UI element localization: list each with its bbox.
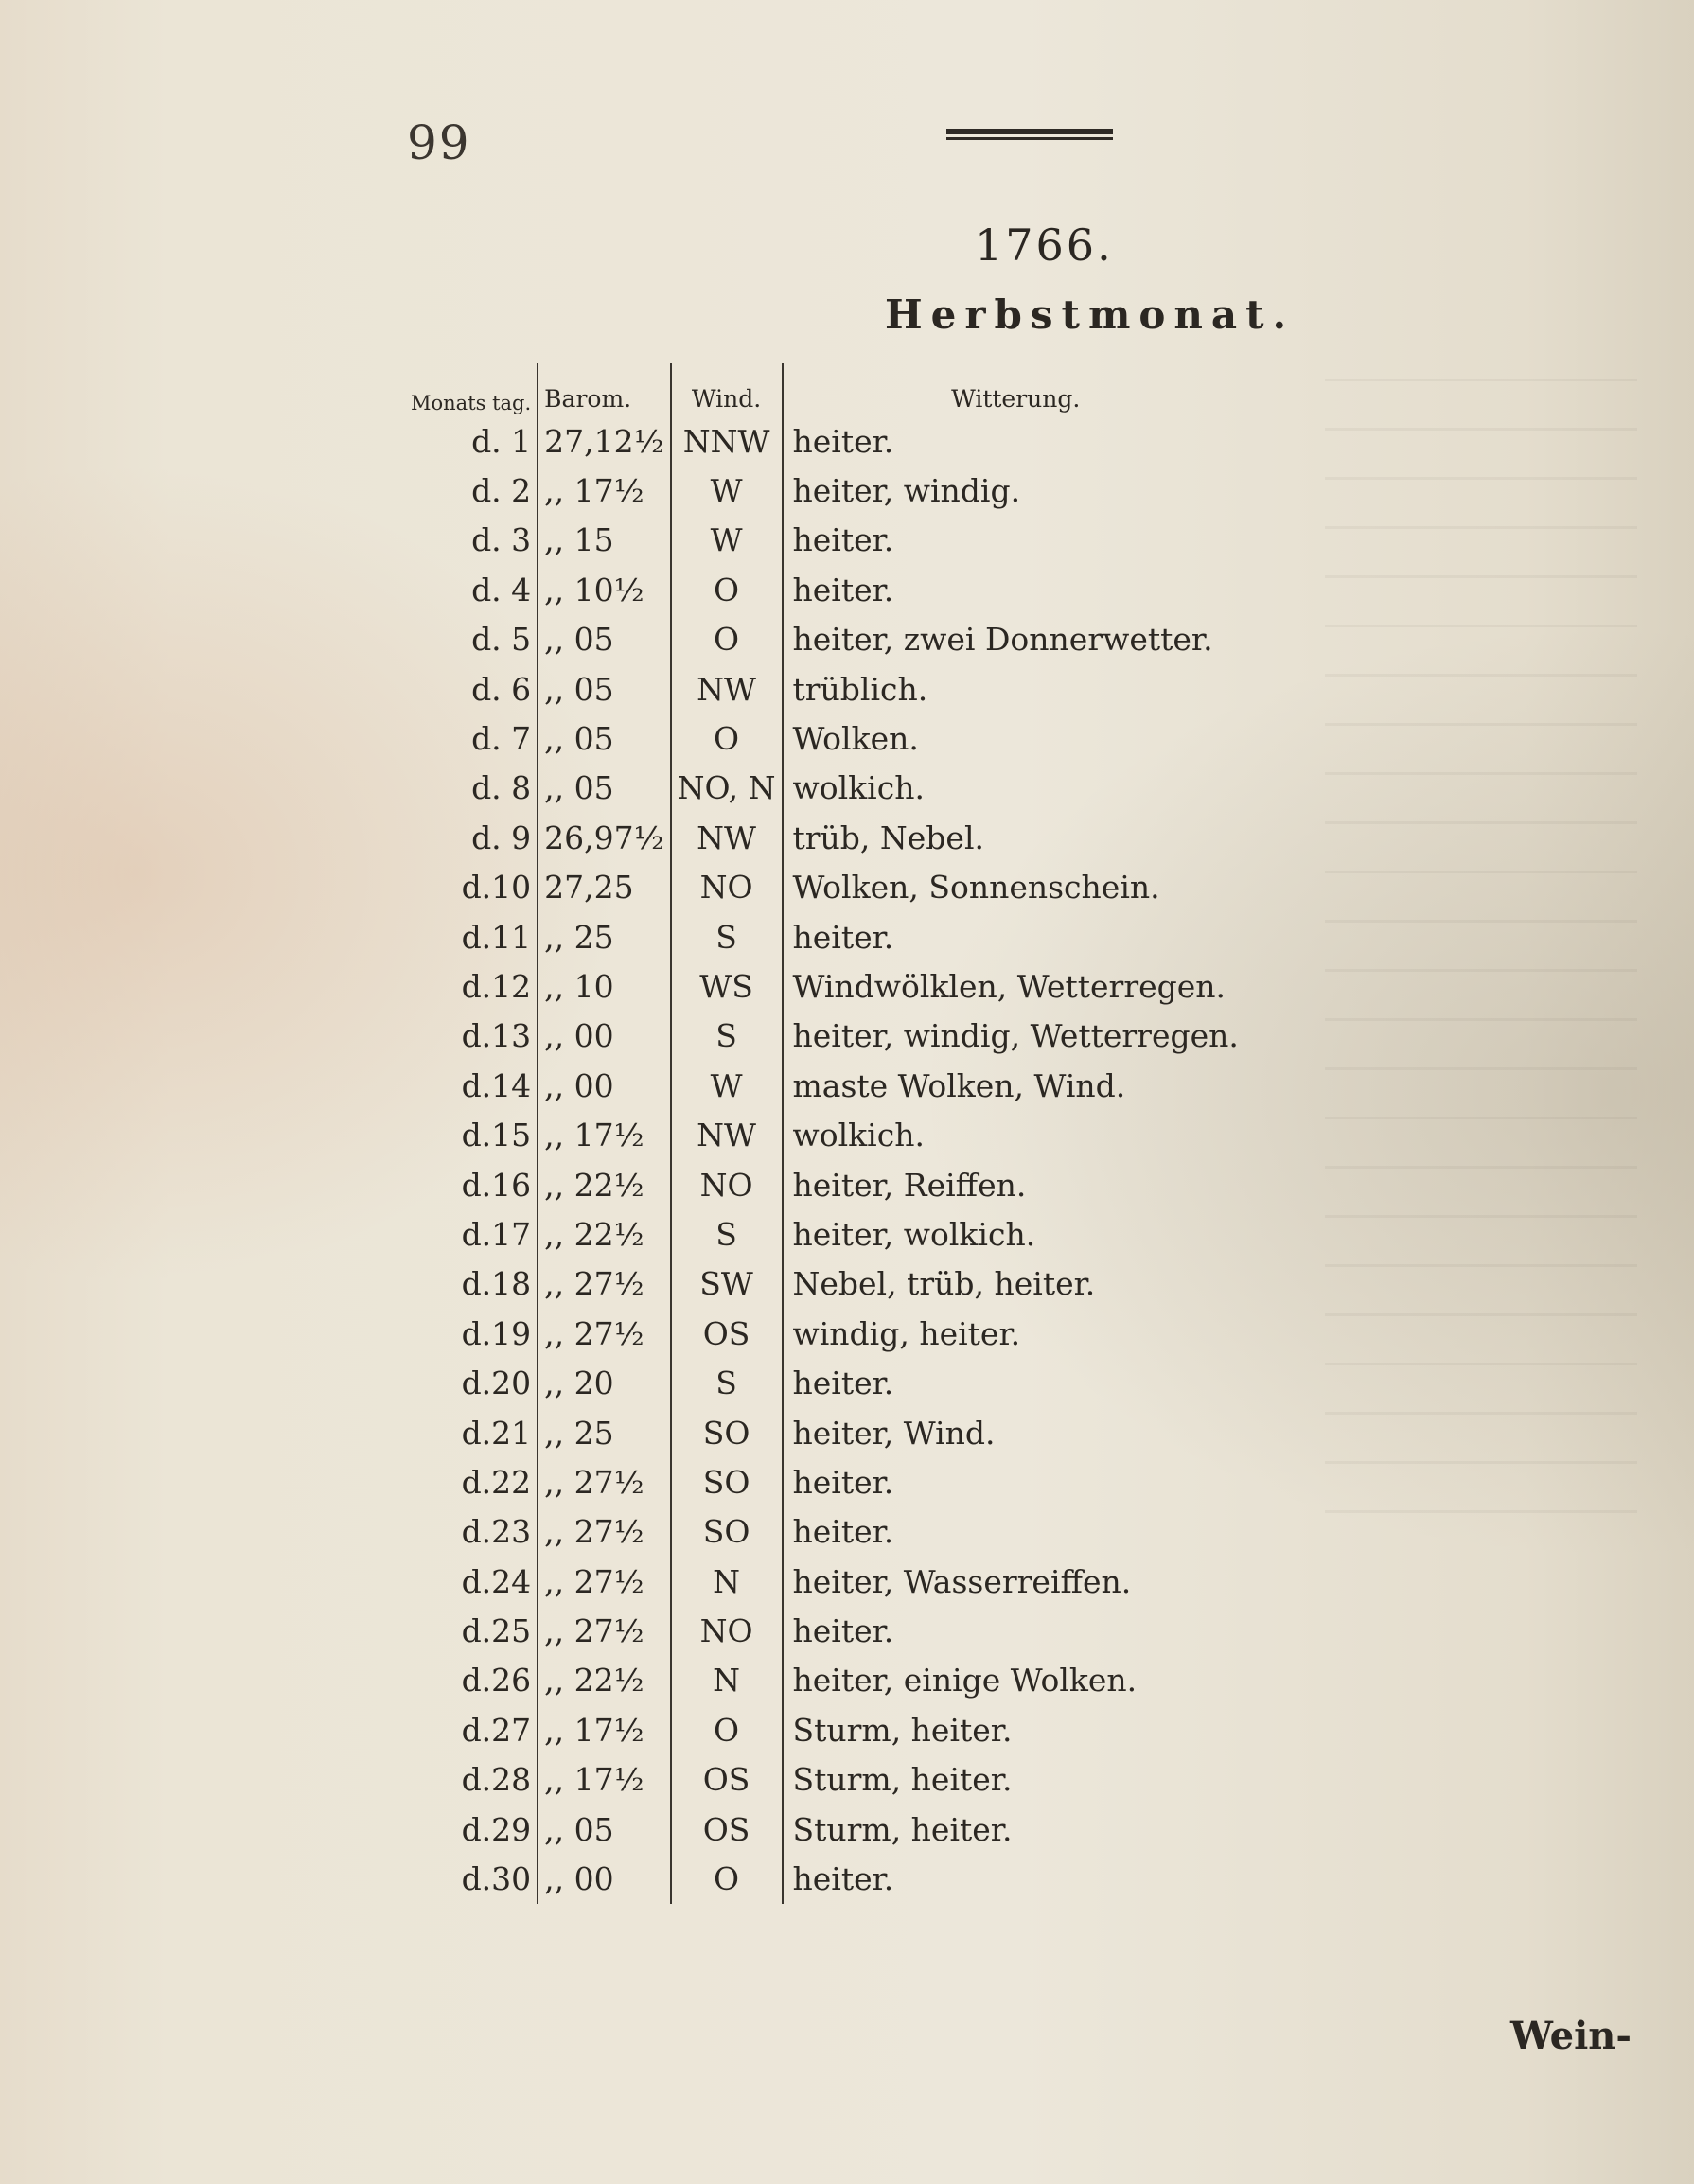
header-barometer: Barom. <box>538 363 670 416</box>
wind-cell: W <box>671 466 783 515</box>
weather-cell: heiter. <box>783 565 1244 614</box>
day-cell: d. 1 <box>471 422 532 460</box>
table-row <box>405 1457 1244 1506</box>
wind-cell: OS <box>671 1755 783 1805</box>
year-heading: 1766. <box>975 220 1114 271</box>
day-cell: d.27 <box>461 1711 532 1749</box>
catchword: Wein- <box>1510 2014 1632 2058</box>
table-row <box>405 1160 1244 1209</box>
weather-cell: heiter. <box>783 1457 1244 1506</box>
table-row <box>405 1656 1244 1705</box>
day-cell: d. 5 <box>471 621 532 659</box>
day-cell: d. 4 <box>471 571 532 608</box>
wind-cell: NW <box>671 664 783 713</box>
barometer-cell: ,, 27½ <box>538 1557 670 1606</box>
wind-cell: NW <box>671 1110 783 1159</box>
day-cell: d.19 <box>461 1314 532 1352</box>
weather-cell: heiter, einige Wolken. <box>783 1656 1244 1705</box>
weather-cell: heiter. <box>783 1854 1244 1903</box>
barometer-cell: ,, 25 <box>538 912 670 961</box>
barometer-cell: ,, 05 <box>538 615 670 664</box>
barometer-cell: ,, 15 <box>538 516 670 565</box>
day-cell: d.11 <box>461 918 532 956</box>
barometer-cell: 26,97½ <box>538 813 670 862</box>
wind-cell: W <box>671 516 783 565</box>
table-row <box>405 1854 1244 1903</box>
wind-cell: SO <box>671 1408 783 1457</box>
weather-cell: trüblich. <box>783 664 1244 713</box>
day-cell: d. 8 <box>471 769 532 807</box>
weather-cell: windig, heiter. <box>783 1309 1244 1358</box>
weather-cell: Sturm, heiter. <box>783 1805 1244 1854</box>
wind-cell: W <box>671 1061 783 1110</box>
weather-cell: Wolken. <box>783 713 1244 763</box>
barometer-cell: ,, 05 <box>538 713 670 763</box>
table-header-row <box>405 363 1244 416</box>
weather-cell: Windwölklen, Wetterregen. <box>783 961 1244 1011</box>
table-row <box>405 664 1244 713</box>
weather-cell: Wolken, Sonnenschein. <box>783 863 1244 912</box>
wind-cell: O <box>671 713 783 763</box>
day-cell: d.16 <box>461 1166 532 1204</box>
barometer-cell: ,, 10 <box>538 961 670 1011</box>
day-cell: d.25 <box>461 1612 532 1650</box>
table-row <box>405 1061 1244 1110</box>
table-row <box>405 1755 1244 1805</box>
day-cell: d. 3 <box>471 521 532 559</box>
weather-cell: heiter. <box>783 1358 1244 1407</box>
weather-cell: maste Wolken, Wind. <box>783 1061 1244 1110</box>
table-row <box>405 516 1244 565</box>
wind-cell: N <box>671 1557 783 1606</box>
wind-cell: NW <box>671 813 783 862</box>
table-row <box>405 1309 1244 1358</box>
barometer-cell: ,, 00 <box>538 1854 670 1903</box>
table-row <box>405 1012 1244 1061</box>
barometer-cell: ,, 27½ <box>538 1259 670 1309</box>
table-row <box>405 1805 1244 1854</box>
table-row <box>405 764 1244 813</box>
table-row <box>405 961 1244 1011</box>
table-row <box>405 1507 1244 1557</box>
wind-cell: O <box>671 1705 783 1754</box>
weather-cell: wolkich. <box>783 1110 1244 1159</box>
wind-cell: S <box>671 1209 783 1259</box>
month-heading: Herbstmonat. <box>885 291 1296 338</box>
weather-cell: heiter, wolkich. <box>783 1209 1244 1259</box>
barometer-cell: ,, 27½ <box>538 1309 670 1358</box>
day-cell: d.18 <box>461 1265 532 1303</box>
barometer-cell: ,, 17½ <box>538 1705 670 1754</box>
wind-cell: NO <box>671 1606 783 1655</box>
day-cell: d.28 <box>461 1761 532 1799</box>
day-cell: d.23 <box>461 1513 532 1551</box>
weather-table <box>405 363 1244 1904</box>
wind-cell: N <box>671 1656 783 1705</box>
day-cell: d.26 <box>461 1662 532 1700</box>
day-cell: d. 6 <box>471 670 532 708</box>
wind-cell: O <box>671 1854 783 1903</box>
barometer-cell: ,, 17½ <box>538 1110 670 1159</box>
barometer-cell: ,, 25 <box>538 1408 670 1457</box>
barometer-cell: ,, 05 <box>538 664 670 713</box>
table-row <box>405 1110 1244 1159</box>
wind-cell: SO <box>671 1457 783 1506</box>
weather-cell: heiter, windig. <box>783 466 1244 515</box>
table-row <box>405 565 1244 614</box>
barometer-cell: ,, 22½ <box>538 1656 670 1705</box>
day-cell: d.21 <box>461 1414 532 1452</box>
header-weather: Witterung. <box>783 363 1244 416</box>
weather-cell: heiter, Wind. <box>783 1408 1244 1457</box>
wind-cell: SO <box>671 1507 783 1557</box>
weather-cell: Sturm, heiter. <box>783 1755 1244 1805</box>
barometer-cell: ,, 27½ <box>538 1457 670 1506</box>
wind-cell: NO <box>671 863 783 912</box>
day-cell: d.15 <box>461 1117 532 1154</box>
day-cell: d.20 <box>461 1365 532 1402</box>
weather-cell: Sturm, heiter. <box>783 1705 1244 1754</box>
weather-cell: heiter. <box>783 912 1244 961</box>
day-cell: d.10 <box>461 869 532 907</box>
table-row <box>405 1408 1244 1457</box>
wind-cell: SW <box>671 1259 783 1309</box>
weather-cell: heiter, Reiffen. <box>783 1160 1244 1209</box>
day-cell: d.17 <box>461 1215 532 1253</box>
barometer-cell: ,, 17½ <box>538 1755 670 1805</box>
table-row <box>405 466 1244 515</box>
table-row <box>405 1209 1244 1259</box>
weather-cell: heiter. <box>783 516 1244 565</box>
wind-cell: S <box>671 1358 783 1407</box>
table-row <box>405 912 1244 961</box>
table-row <box>405 813 1244 862</box>
weather-cell: heiter. <box>783 1606 1244 1655</box>
weather-cell: heiter, windig, Wetterregen. <box>783 1012 1244 1061</box>
weather-cell: wolkich. <box>783 764 1244 813</box>
day-cell: d. 7 <box>471 720 532 758</box>
barometer-cell: ,, 22½ <box>538 1160 670 1209</box>
bleed-through-shadow <box>1325 379 1637 1514</box>
table-row <box>405 713 1244 763</box>
barometer-cell: ,, 22½ <box>538 1209 670 1259</box>
barometer-cell: ,, 05 <box>538 764 670 813</box>
wind-cell: NO <box>671 1160 783 1209</box>
weather-cell: heiter. <box>783 416 1244 466</box>
table-row <box>405 1557 1244 1606</box>
day-cell: d.12 <box>461 967 532 1005</box>
wind-cell: S <box>671 912 783 961</box>
barometer-cell: ,, 20 <box>538 1358 670 1407</box>
barometer-cell: ,, 27½ <box>538 1606 670 1655</box>
day-cell: d. 2 <box>471 472 532 510</box>
table-row <box>405 1606 1244 1655</box>
day-cell: d.14 <box>461 1066 532 1104</box>
table-row <box>405 1705 1244 1754</box>
header-wind: Wind. <box>671 363 783 416</box>
wind-cell: O <box>671 565 783 614</box>
wind-cell: O <box>671 615 783 664</box>
page-number: 99 <box>407 115 471 170</box>
day-cell: d.29 <box>461 1810 532 1848</box>
weather-cell: trüb, Nebel. <box>783 813 1244 862</box>
table-row <box>405 863 1244 912</box>
wind-cell: OS <box>671 1309 783 1358</box>
table-row <box>405 1259 1244 1309</box>
day-cell: d.22 <box>461 1463 532 1501</box>
day-cell: d. 9 <box>471 819 532 856</box>
day-cell: d.13 <box>461 1017 532 1055</box>
weather-cell: heiter, zwei Donnerwetter. <box>783 615 1244 664</box>
wind-cell: S <box>671 1012 783 1061</box>
barometer-cell: ,, 00 <box>538 1061 670 1110</box>
wind-cell: NNW <box>671 416 783 466</box>
wind-cell: WS <box>671 961 783 1011</box>
barometer-cell: ,, 10½ <box>538 565 670 614</box>
day-cell: d.24 <box>461 1562 532 1600</box>
wind-cell: OS <box>671 1805 783 1854</box>
table-row <box>405 615 1244 664</box>
table-row <box>405 416 1244 466</box>
barometer-cell: ,, 17½ <box>538 466 670 515</box>
table-body <box>405 416 1244 1904</box>
day-cell: d.30 <box>461 1860 532 1898</box>
table-row <box>405 1358 1244 1407</box>
weather-cell: Nebel, trüb, heiter. <box>783 1259 1244 1309</box>
weather-cell: heiter. <box>783 1507 1244 1557</box>
barometer-cell: ,, 27½ <box>538 1507 670 1557</box>
barometer-cell: 27,25 <box>538 863 670 912</box>
header-rule <box>946 129 1113 140</box>
barometer-cell: 27,12½ <box>538 416 670 466</box>
barometer-cell: ,, 00 <box>538 1012 670 1061</box>
weather-cell: heiter, Wasserreiffen. <box>783 1557 1244 1606</box>
header-day: Monats tag. <box>411 392 532 414</box>
barometer-cell: ,, 05 <box>538 1805 670 1854</box>
wind-cell: NO, N <box>671 764 783 813</box>
